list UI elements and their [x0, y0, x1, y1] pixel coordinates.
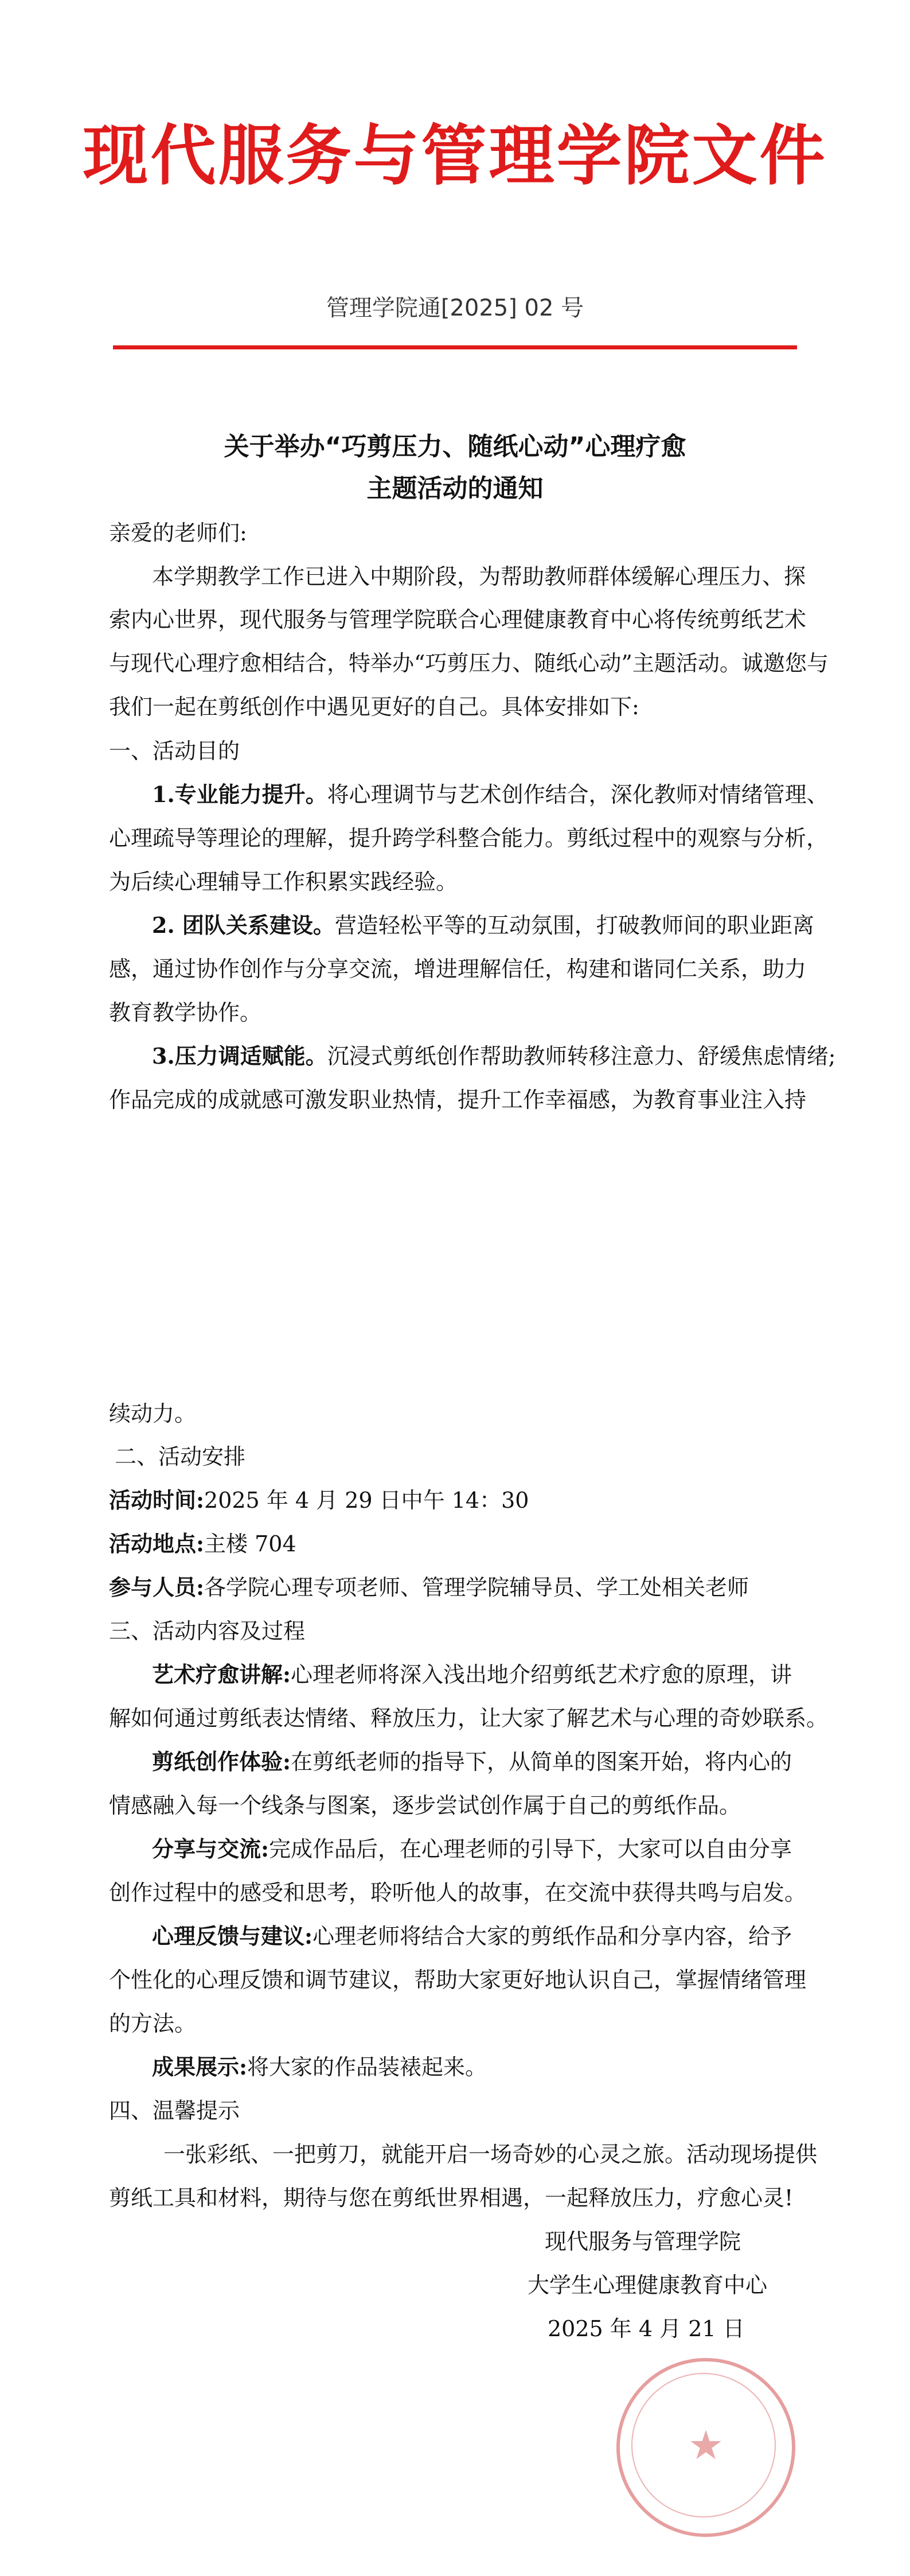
- purpose-item-label: 2. 团队关系建设。: [152, 912, 335, 938]
- schedule-time-label: 活动时间:: [109, 1487, 205, 1513]
- section-heading-tips: 四、温馨提示: [109, 2098, 240, 2123]
- schedule-time-value: 2025 年 4 月 29 日中午 14：30: [204, 1488, 529, 1513]
- content-item-label: 成果展示:: [152, 2054, 248, 2080]
- salutation: 亲爱的老师们:: [109, 520, 247, 546]
- content-item-label: 剪纸创作体验:: [152, 1749, 291, 1775]
- purpose-item-line: 感，通过协作创作与分享交流，增进理解信任，构建和谐同仁关系，助力: [109, 956, 807, 982]
- content-item-text: 将大家的作品装裱起来。: [247, 2054, 487, 2080]
- schedule-people-value: 各学院心理专项老师、管理学院辅导员、学工处相关老师: [204, 1575, 749, 1600]
- content-item-line: 个性化的心理反馈和调节建议，帮助大家更好地认识自己，掌握情绪管理: [109, 1967, 807, 1993]
- content-item-label: 艺术疗愈讲解:: [152, 1661, 291, 1687]
- notice-title-line-2: 主题活动的通知: [366, 474, 544, 503]
- document-number: 管理学院通[2025] 02 号: [326, 295, 584, 321]
- purpose-item-2: [152, 912, 814, 938]
- purpose-item-line: 教育教学协作。: [109, 1000, 262, 1025]
- official-seal-stamp: [616, 2358, 795, 2537]
- content-item-label: 心理反馈与建议:: [152, 1923, 313, 1949]
- content-item-text: 心理老师将深入浅出地介绍剪纸艺术疗愈的原理，讲: [291, 1662, 792, 1687]
- purpose-item-3: [152, 1045, 835, 1067]
- content-item-3: [152, 1838, 792, 1860]
- content-item-line: 解如何通过剪纸表达情绪、释放压力，让大家了解艺术与心理的奇妙联系。: [109, 1706, 829, 1731]
- purpose-item-line: 续动力。: [109, 1401, 197, 1426]
- content-item-text: 在剪纸老师的指导下，从简单的图案开始，将内心的: [291, 1749, 792, 1775]
- header-divider: [113, 345, 797, 349]
- intro-line: 索内心世界，现代服务与管理学院联合心理健康教育中心将传统剪纸艺术: [109, 607, 807, 632]
- tips-line: 一张彩纸、一把剪刀，就能开启一场奇妙的心灵之旅。活动现场提供: [163, 2142, 818, 2167]
- document-header-title: 现代服务与管理学院文件: [83, 118, 827, 194]
- intro-line: 我们一起在剪纸创作中遇见更好的自己。具体安排如下:: [109, 694, 639, 719]
- purpose-item-label: 3.压力调适赋能。: [152, 1043, 327, 1069]
- tips-line: 剪纸工具和材料，期待与您在剪纸世界相遇，一起释放压力，疗愈心灵!: [109, 2185, 794, 2211]
- purpose-item-line: 作品完成的成就感可激发职业热情，提升工作幸福感，为教育事业注入持: [109, 1087, 807, 1112]
- content-item-line: 情感融入每一个线条与图案，逐步尝试创作属于自己的剪纸作品。: [109, 1793, 741, 1818]
- signature-date: 2025 年 4 月 21 日: [548, 2316, 745, 2341]
- schedule-place: [109, 1533, 296, 1555]
- section-heading-schedule: 二、活动安排: [115, 1444, 246, 1469]
- purpose-item-text: 沉浸式剪纸创作帮助教师转移注意力、舒缓焦虑情绪;: [327, 1044, 836, 1069]
- signature-org-2: 大学生心理健康教育中心: [528, 2273, 768, 2298]
- content-item-text: 完成作品后，在心理老师的引导下，大家可以自由分享: [269, 1836, 792, 1862]
- content-item-5: [152, 2056, 487, 2078]
- content-item-1: [152, 1661, 792, 1687]
- intro-line: 与现代心理疗愈相结合，特举办“巧剪压力、随纸心动”主题活动。诚邀您与: [109, 651, 829, 676]
- purpose-item-text: 将心理调节与艺术创作结合，深化教师对情绪管理、: [327, 782, 829, 807]
- content-item-4: [152, 1925, 792, 1947]
- schedule-people-label: 参与人员:: [109, 1574, 205, 1600]
- purpose-item-text: 营造轻松平等的互动氛围，打破教师间的职业距离: [334, 913, 814, 938]
- section-heading-content: 三、活动内容及过程: [109, 1618, 306, 1644]
- intro-line: 本学期教学工作已进入中期阶段，为帮助教师群体缓解心理压力、探: [152, 564, 806, 589]
- content-item-2: [152, 1751, 792, 1773]
- content-item-line: 创作过程中的感受和思考，聆听他人的故事，在交流中获得共鸣与启发。: [109, 1880, 807, 1905]
- schedule-time: [109, 1489, 529, 1511]
- purpose-item-label: 1.专业能力提升。: [152, 781, 327, 807]
- purpose-item-line: 为后续心理辅导工作积累实践经验。: [109, 869, 458, 894]
- purpose-item-1: [152, 781, 829, 807]
- signature-org-1: 现代服务与管理学院: [545, 2229, 741, 2254]
- schedule-place-value: 主楼 704: [204, 1531, 296, 1557]
- content-item-text: 心理老师将结合大家的剪纸作品和分享内容，给予: [313, 1924, 792, 1949]
- section-heading-purpose: 一、活动目的: [109, 738, 240, 764]
- content-item-label: 分享与交流:: [152, 1836, 270, 1862]
- content-item-line: 的方法。: [109, 2011, 197, 2036]
- purpose-item-line: 心理疏导等理论的理解，提升跨学科整合能力。剪纸过程中的观察与分析，: [109, 826, 829, 851]
- schedule-place-label: 活动地点:: [109, 1531, 205, 1557]
- notice-title-line-1: 关于举办“巧剪压力、随纸心动”心理疗愈: [224, 432, 686, 461]
- schedule-people: [109, 1574, 749, 1600]
- seal-star-icon: ★: [688, 2422, 724, 2469]
